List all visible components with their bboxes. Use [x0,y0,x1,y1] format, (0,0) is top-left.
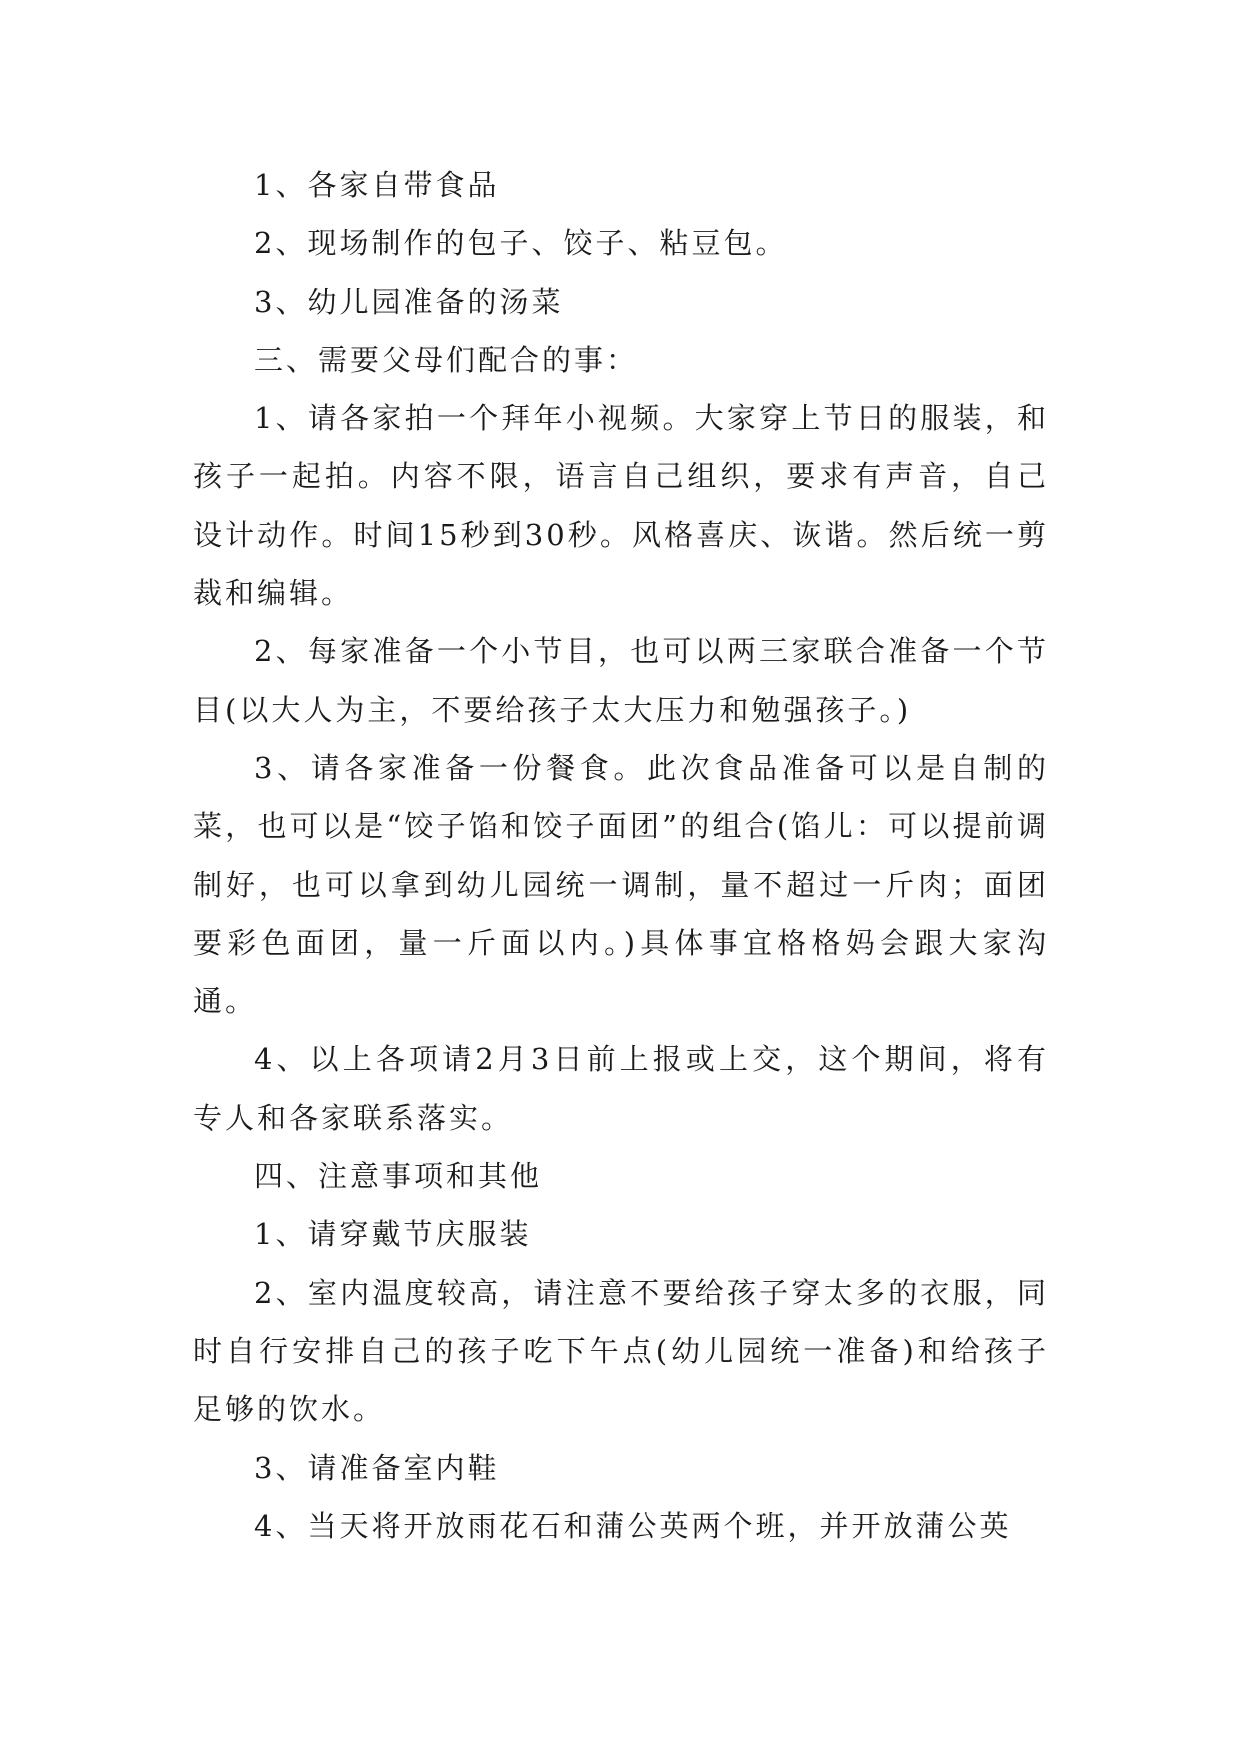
paragraph-deadline: 4、以上各项请2月3日前上报或上交，这个期间，将有专人和各家联系落实。 [193,1042,1049,1135]
list-item-kindergarten-soup: 3、幼儿园准备的汤菜 [254,284,564,319]
paragraph-meal-preparation: 3、请各家准备一份餐食。此次食品准备可以是自制的菜，也可以是“饺子馅和饺子面团”的组合(馅儿：可以提前调制好，也可以拿到幼儿园统一调制，量不超过一斤肉；面团要彩色面团，量一斤面以内。)具体事宜格格妈会跟大家沟通。 [193,750,1049,1019]
section-heading-parent-cooperation: 三、需要父母们配合的事： [254,342,639,377]
section-heading-notes: 四、注意事项和其他 [254,1159,543,1194]
paragraph-greeting-video: 1、请各家拍一个拜年小视频。大家穿上节日的服装，和孩子一起拍。内容不限，语言自己组织，要求有声音，自己设计动作。时间15秒到30秒。风格喜庆、诙谐。然后统一剪裁和编辑。 [193,401,1049,611]
list-item-festive-clothing: 1、请穿戴节庆服装 [254,1217,532,1252]
paragraph-family-program: 2、每家准备一个小节目，也可以两三家联合准备一个节目(以大人为主，不要给孩子太大压力和勉强孩子。) [193,634,1049,727]
paragraph-open-classes: 4、当天将开放雨花石和蒲公英两个班，并开放蒲公英 [254,1508,1012,1543]
list-item-indoor-shoes: 3、请准备室内鞋 [254,1450,500,1485]
list-item-bring-food: 1、各家自带食品 [254,168,500,202]
list-item-onsite-food: 2、现场制作的包子、饺子、粘豆包。 [254,226,788,261]
document-body [193,156,1049,1555]
paragraph-indoor-temperature: 2、室内温度较高，请注意不要给孩子穿太多的衣服，同时自行安排自己的孩子吃下午点(幼儿园统一准备)和给孩子足够的饮水。 [193,1275,1049,1427]
